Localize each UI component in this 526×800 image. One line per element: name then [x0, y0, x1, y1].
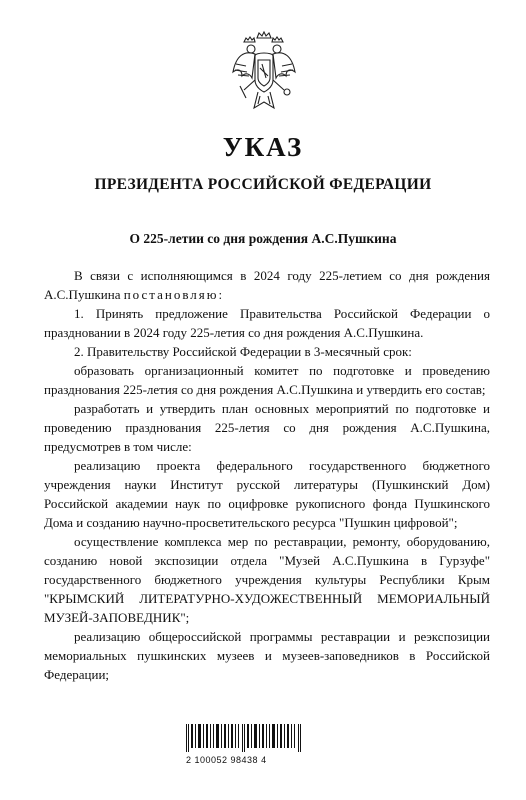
intro-text: В связи с исполняющимся в 2024 году 225-летием со дня рождения А.С.Пушкина	[44, 268, 490, 302]
intro-paragraph	[44, 266, 490, 304]
decree-heading: О 225-летии со дня рождения А.С.Пушкина	[129, 231, 397, 246]
paragraph-1: 1. Принять предложение Правительства Российской Федерации о праздновании в 2024 году 225-летия со дня рождения А.С.Пушкина.	[44, 306, 490, 340]
decree-body	[44, 266, 490, 684]
paragraph-7: реализацию общероссийской программы реставрации и реэкспозиции мемориальных пушкинских музеев и музеев-заповедников в Российской Федерации;	[44, 629, 490, 682]
barcode-number: 2 100052 98438 4	[186, 755, 267, 765]
paragraph-6: осуществление комплекса мер по реставрации, ремонту, оборудованию, созданию новой экспозиции отдела "Музей А.С.Пушкина в Гурзуфе" государственного бюджетного учреждения культуры Республики Крым "КРЫМСКИЙ ЛИТЕРАТУРНО-ХУДОЖЕСТВЕННЫЙ МЕМОРИАЛЬНЫЙ МУЗЕЙ-ЗАПОВЕДНИК";	[44, 534, 490, 625]
paragraph-3: образовать организационный комитет по подготовке и проведению празднования 225-летия со дня рождения А.С.Пушкина и утвердить его состав;	[44, 363, 490, 397]
intro-spaced-text: постановляю:	[123, 287, 225, 302]
decree-subtitle: ПРЕЗИДЕНТА РОССИЙСКОЙ ФЕДЕРАЦИИ	[94, 176, 432, 193]
coat-of-arms-icon	[230, 28, 298, 116]
paragraph-5: реализацию проекта федерального государственного бюджетного учреждения науки Институт русской литературы (Пушкинский Дом) Российской академии наук по оцифровке рукописного фонда Пушкинского Дома и созданию научно-просветительского ресурса "Пушкин цифровой";	[44, 458, 490, 530]
decree-title: УКАЗ	[222, 132, 304, 162]
paragraph-2: 2. Правительству Российской Федерации в 3-месячный срок:	[74, 344, 412, 359]
paragraph-4: разработать и утвердить план основных мероприятий по подготовке и проведению празднования 225-летия со дня рождения А.С.Пушкина, предусмотрев в том числе:	[44, 401, 490, 454]
barcode-icon	[186, 724, 306, 752]
